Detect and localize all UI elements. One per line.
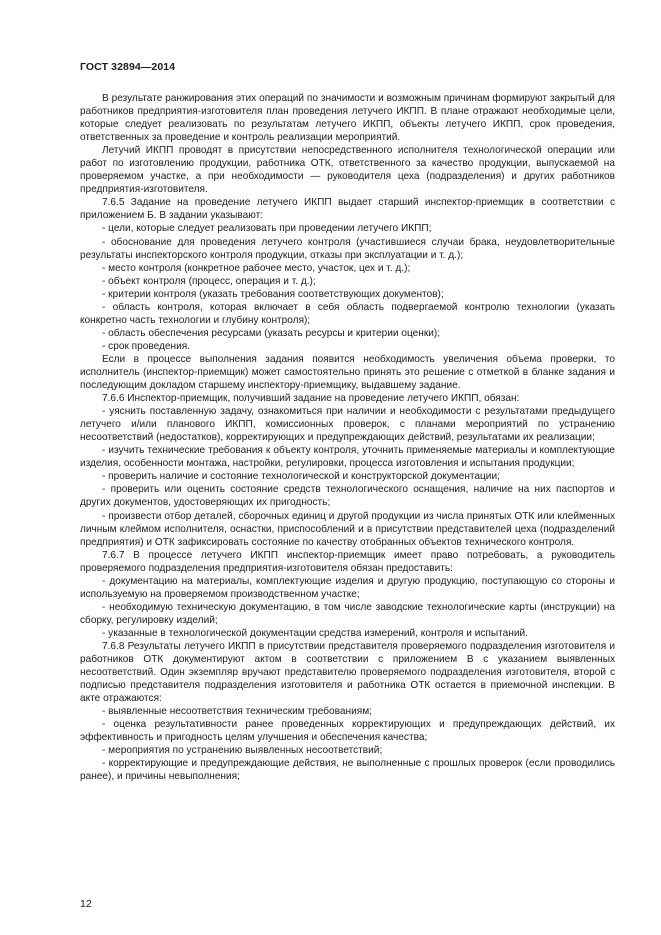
paragraph: 7.6.8 Результаты летучего ИКПП в присутствии представителя проверяемого подразделения изготовителя и работников ОТК документируют актом в соответствии с приложением В с указанием выявленных несоответствий. Один экземпляр вручают представителю проверяемого подразделения изготовителя, второй с подписью представителя подразделения изготовителя и работника ОТК остается в приемочной инспекции. В акте отражаются: — [80, 640, 615, 705]
list-item: - область контроля, которая включает в себя область подвергаемой контролю технологии (указать конкретно часть технологии и глубину контроля); — [80, 301, 615, 326]
list-item: - указанные в технологической документации средства измерений, контроля и испытаний. — [102, 627, 528, 639]
list-item: - проверить наличие и состояние технологической и конструкторской документации; — [102, 471, 500, 483]
list-item: - документацию на материалы, комплектующие изделия и другую продукцию, поступающую со стороны и используемую на проверяемом производственном участке; — [80, 575, 615, 600]
paragraph: Летучий ИКПП проводят в присутствии непосредственного исполнителя технологической операции или работ по изготовлению продукции, работника ОТК, ответственного за качество продукции, выпускаемой на проверяемом участке, а при необходимости — руководителя цеха (подразделения) и других работников предприятия-изготовителя. — [80, 145, 615, 196]
list-item: - срок проведения. — [102, 340, 190, 352]
list-item: - произвести отбор деталей, сборочных единиц и другой продукции из числа принятых ОТК или клейменных личным клеймом исполнителя, оснастки, приспособлений и в присутствии представителей цеха (подразделений предприятия) и ОТК зафиксировать состояние по качеству отобранных объектов технического контроля. — [80, 510, 615, 548]
list-item: - объект контроля (процесс, операция и т. д.); — [102, 275, 316, 287]
paragraph: 7.6.5 Задание на проведение летучего ИКПП выдает старший инспектор-приемщик в соответствии с приложением Б. В задании указывают: — [80, 197, 615, 222]
list-item: - мероприятия по устранению выявленных несоответствий; — [102, 745, 383, 757]
list-item: - уяснить поставленную задачу, ознакомиться при наличии и необходимости с результатами предыдущего летучего и/или планового ИКПП, комиссионных проверок, с планами мероприятий по устранению несоответствий (недостатков), корректирующих и предупреждающих действий, результатами их реализации; — [80, 406, 615, 444]
list-item: - корректирующие и предупреждающие действия, не выполненные с прошлых проверок (если проводились ранее), и причины невыполнения; — [80, 758, 615, 783]
paragraph: Если в процессе выполнения задания появится необходимость увеличения объема проверки, то исполнитель (инспектор-приемщик) может самостоятельно принять это решение с отметкой в бланке задания и последующим докладом старшему инспектору-приемщику, выдавшему задание. — [80, 353, 615, 392]
paragraph: 7.6.6 Инспектор-приемщик, получивший задание на проведение летучего ИКПП, обязан: — [102, 393, 520, 405]
list-item: - проверить или оценить состояние средств технологического оснащения, наличие на них паспортов и других документов, удостоверяющих их пригодность; — [80, 484, 615, 509]
list-item: - выявленные несоответствия техническим требованиям; — [102, 706, 372, 718]
list-item: - область обеспечения ресурсами (указать ресурсы и критерии оценки); — [102, 327, 441, 339]
list-item: - изучить технические требования к объекту контроля, уточнить применяемые материалы и комплектующие изделия, особенности монтажа, настройки, регулировки, процесса изготовления и испытания продукции; — [80, 445, 615, 470]
list-item: - критерии контроля (указать требования соответствующих документов); — [102, 288, 444, 300]
document-header: ГОСТ 32894—2014 — [80, 61, 176, 73]
paragraph: В результате ранжирования этих операций по значимости и возможным причинам формируют закрытый для работников предприятия-изготовителя план проведения летучего ИКПП. В плане отражают необходимые цели, которые следует реализовать по результатам летучего ИКПП, объекты летучего ИКПП, срок проведения, ответственных за проведение и контроль реализации мероприятий. — [80, 93, 615, 144]
page-number: 12 — [80, 898, 92, 910]
list-item: - место контроля (конкретное рабочее место, участок, цех и т. д.); — [102, 262, 411, 274]
list-item: - необходимую техническую документацию, в том числе заводские технологические карты (инструкции) на сборку, регулировку изделий; — [80, 601, 615, 626]
paragraph: 7.6.7 В процессе летучего ИКПП инспектор-приемщик имеет право потребовать, а руководитель проверяемого подразделения предприятия-изготовителя обязан предоставить: — [80, 549, 615, 574]
list-item: - обоснование для проведения летучего контроля (участившиеся случаи брака, неудовлетворительные результаты инспекторского контроля продукции, отказы при эксплуатации и т. д.); — [80, 236, 615, 261]
list-item: - оценка результативности ранее проведенных корректирующих и предупреждающих действий, их эффективность и пригодность целям улучшения и обеспечения качества; — [80, 719, 615, 744]
document-body — [80, 92, 615, 783]
list-item: - цели, которые следует реализовать при проведении летучего ИКПП; — [102, 223, 432, 235]
